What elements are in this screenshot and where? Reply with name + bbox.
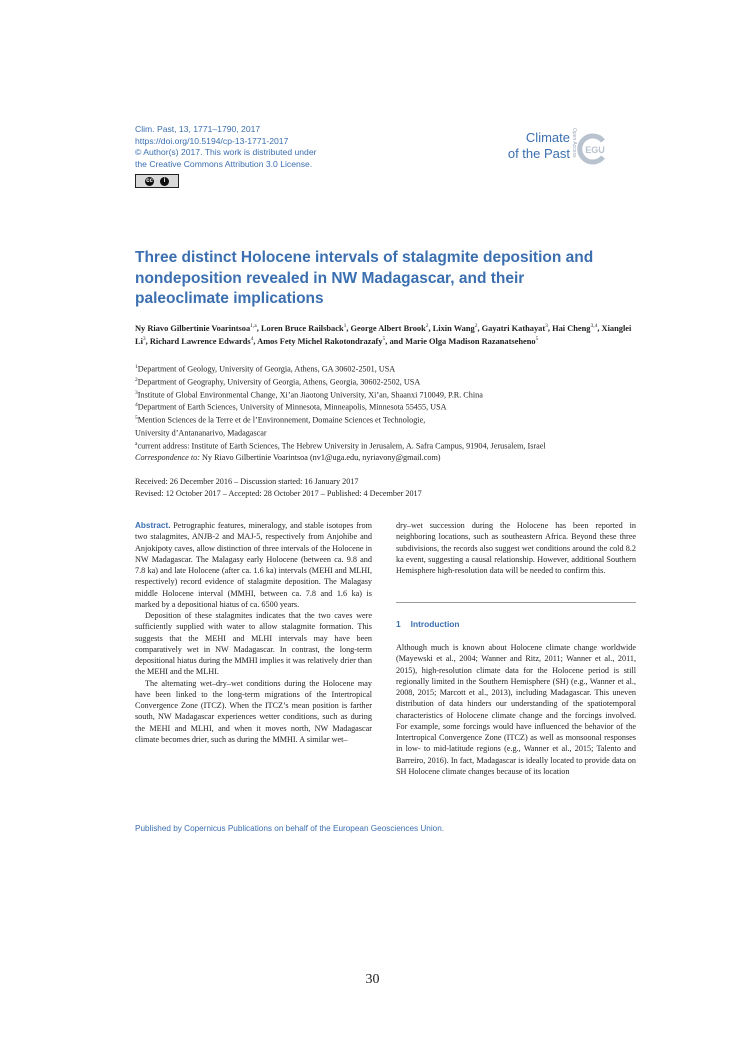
abstract-continuation (396, 520, 636, 576)
publication-dates: Received: 26 December 2016 – Discussion started: 16 January 2017 Revised: 12 October 2017 – Accepted: 28 October 2017 – Published: 4 December 2017 (135, 477, 422, 498)
section-heading-introduction (396, 619, 460, 629)
copyright-notice: © Author(s) 2017. This work is distributed under (135, 147, 317, 158)
affiliation-item: $^2$Department of Geography, University of Georgia, Athens, Georgia, 30602-2502, USA (135, 376, 421, 387)
affiliation-item: $^a$current address: Institute of Earth Sciences, The Hebrew University in Jerusalem, A. Safra Campus, 91904, Jerusalem, Israel (135, 440, 546, 451)
abstract-paragraph: Deposition of these stalagmites indicates that the two caves were sufficiently supplied with water to allow stalagmite formation. This suggests that the MEHI and MLHI intervals may have been comparatively wet in NW Madagascar. In contrast, the long-term depositional hiatus during the MMHI implies it was relatively drier than the MEHI and the MLHI. (135, 611, 372, 677)
correspondence-label: Correspondence to: (135, 453, 200, 462)
affiliation-item: $^5$Mention Sciences de la Terre et de l’Environnement, Domaine Sciences et Technologie, (135, 415, 426, 426)
section-divider (396, 602, 636, 603)
author-list: Ny Riavo Gilbertinie Voarintsoa$^{1,a}$, Loren Bruce Railsback$^1$, George Albert Brook$^2$, Lixin Wang$^2$, Gayatri Kathayat$^3$, Hai Cheng$^{3,4}$, Xianglei Li$^3$, Richard Lawrence Edwards$^4$, Amos Fety Michel Rakotondrazafy$^5$, and Marie Olga Madison Razanatseheno$^5$ (135, 323, 632, 346)
journal-logo (492, 130, 610, 185)
cc-license-badge[interactable] (135, 174, 179, 188)
page-number: 30 (365, 972, 380, 987)
affiliation-item: University d’Antananarivo, Madagascar (135, 428, 267, 438)
journal-name: Climate of the Past (507, 130, 570, 161)
citation-block (135, 124, 435, 170)
citation: Clim. Past, 13, 1771–1790, 2017 (135, 124, 261, 134)
publisher-logo-text: EGU (585, 145, 605, 155)
introduction-text (396, 642, 636, 777)
correspondence-text[interactable]: Ny Riavo Gilbertinie Voarintsoa (nv1@uga.edu, nyriavony@gmail.com) (202, 453, 441, 462)
attribution-icon: i (160, 177, 169, 186)
abstract-paragraph: Petrographic features, mineralogy, and stable isotopes from two stalagmites, ANJB-2 and MAJ-5, respectively from Anjohibe and Anjokipoty caves, allow distinction of three intervals of the Holocene in NW Madagascar. The Malagasy early Holocene (between ca. 9.8 and 7.8 ka) and late Holocene (after ca. 1.6 ka) intervals (MEHI and MLHI, respectively) record evidence of stalagmite deposition. The Malagasy middle Holocene interval (MMHI, between ca. 7.8 and 1.6 ka) is marked by a depositional hiatus of ca. 6500 years. (135, 521, 372, 609)
abstract-label: Abstract. (135, 521, 171, 530)
egu-logo-icon (576, 132, 610, 166)
affiliation-item: $^1$Department of Geology, University of Georgia, Athens, GA 30602-2501, USA (135, 364, 396, 374)
cc-icon: cc (146, 177, 153, 184)
open-access-label: Open Access (571, 128, 577, 158)
doi-link[interactable]: https://doi.org/10.5194/cp-13-1771-2017 (135, 135, 289, 146)
affiliation-list (135, 362, 645, 452)
affiliation-item: $^3$Institute of Global Environmental Change, Xi’an Jiaotong University, Xi’an, Shaanxi 710049, P.R. China (135, 389, 483, 400)
introduction-paragraph: Although much is known about Holocene climate change worldwide (Mayewski et al., 2004; Wanner and Ritz, 2011; Wanner et al., 2011, 2015), high-resolution climate data for the Holocene period is still regionally limited in the Southern Hemisphere (SH) (e.g., Wanner et al., 2008, 2015; Marcott et al., 2013), including Madagascar. This uneven distribution of data hinders our understanding of the spatiotemporal characteristics of Holocene climate change and the forcings involved. For example, some forcings would have influenced the behavior of the Intertropical Convergence Zone (ITCZ) as well as monsoonal responses in low- to mid-latitude regions (e.g., Wanner et al., 2015; Talento and Barreiro, 2016). In fact, Madagascar is ideally located to provide data on SH Holocene climate changes because of its location (396, 643, 636, 776)
correspondence (135, 453, 635, 462)
section-number: 1 (396, 619, 401, 629)
publisher-footer[interactable]: Published by Copernicus Publications on behalf of the European Geosciences Union. (135, 824, 445, 833)
abstract-paragraph: The alternating wet–dry–wet conditions during the Holocene may have been linked to the long-term migrations of the Intertropical Convergence Zone (ITCZ). When the ITCZ’s mean position is farther south, NW Madagascar experiences wetter conditions, such as during the MEHI and MLHI, and when it moves north, NW Madagascar climate becomes drier, such as during the MMHI. A similar wet– (135, 678, 372, 744)
license-link[interactable]: the Creative Commons Attribution 3.0 License. (135, 158, 313, 169)
affiliation-item: $^4$Department of Earth Sciences, University of Minnesota, Minneapolis, Minnesota 55455, USA (135, 402, 447, 413)
paper-title: Three distinct Holocene intervals of stalagmite deposition and nondeposition revealed in NW Madagascar, and their paleoclimate implications (135, 249, 594, 307)
abstract-paragraph: dry–wet succession during the Holocene has been reported in neighboring locations, such as southeastern Africa. Beyond these three subdivisions, the records also suggest wet conditions around the cold 8.2 ka event, suggesting a causal relationship. However, additional Southern Hemisphere high-resolution data will be needed to confirm this. (396, 521, 636, 575)
section-title: Introduction (410, 619, 460, 629)
abstract (135, 520, 372, 745)
